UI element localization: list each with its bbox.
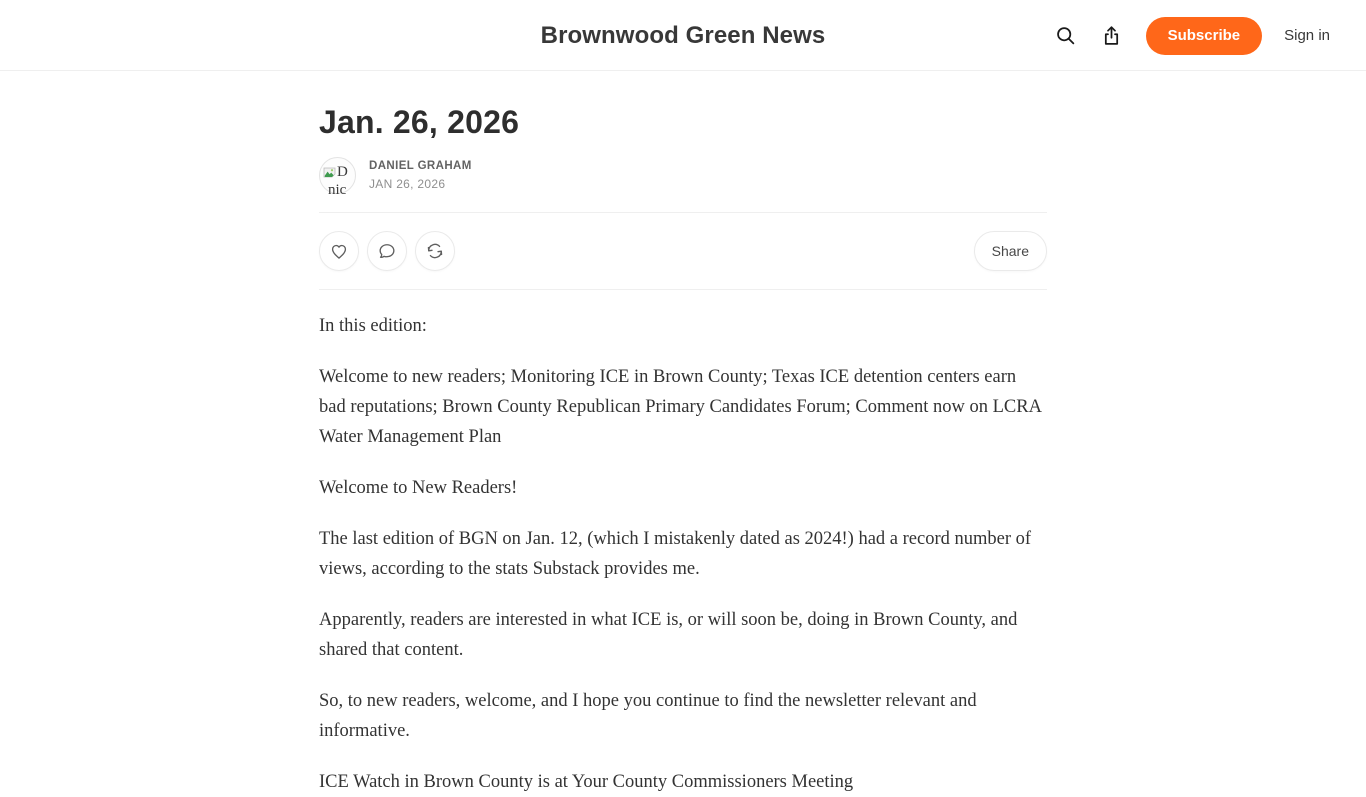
share-button[interactable]: Share: [974, 231, 1047, 271]
post-title: Jan. 26, 2026: [319, 104, 520, 140]
restack-icon: [425, 241, 445, 261]
article-paragraph: The last edition of BGN on Jan. 12, (which I mistakenly dated as 2024!) had a record number of views, according to the stats Substack provides me.: [319, 529, 1032, 579]
article-paragraph: Welcome to new readers; Monitoring ICE in Brown County; Texas ICE detention centers earn bad reputations; Brown County Republican Primary Candidates Forum; Comment now on LCRA Water Management Plan: [319, 367, 1041, 447]
article-paragraph: In this edition:: [319, 316, 427, 336]
comment-button[interactable]: [367, 231, 407, 271]
byline: [319, 157, 1047, 198]
broken-image-icon: [323, 167, 336, 178]
post-content: [319, 104, 1047, 797]
site-header: [0, 0, 1366, 71]
signin-link[interactable]: Sign in: [1284, 27, 1330, 44]
author-avatar[interactable]: [319, 157, 356, 198]
heart-icon: [329, 241, 349, 261]
article-paragraph: ICE Watch in Brown County is at Your County Commissioners Meeting: [319, 772, 854, 792]
post-action-bar: [319, 212, 1047, 290]
article-paragraph: Welcome to New Readers!: [319, 478, 518, 498]
avatar-alt-text-2: nic: [328, 182, 347, 198]
like-button[interactable]: [319, 231, 359, 271]
comment-icon: [377, 241, 397, 261]
post-date: JAN 26, 2026: [369, 177, 446, 191]
search-icon[interactable]: [1054, 24, 1078, 48]
subscribe-button[interactable]: Subscribe: [1146, 17, 1263, 55]
share-export-icon[interactable]: [1100, 24, 1124, 48]
author-name[interactable]: DANIEL GRAHAM: [369, 160, 472, 172]
article-paragraph: So, to new readers, welcome, and I hope you continue to find the newsletter relevant and informative.: [319, 691, 977, 741]
restack-button[interactable]: [415, 231, 455, 271]
article-body: [319, 290, 1047, 797]
avatar-alt-text: D: [337, 164, 348, 180]
header-controls: [1054, 0, 1330, 71]
publication-title[interactable]: Brownwood Green News: [540, 21, 826, 49]
article-paragraph: Apparently, readers are interested in what ICE is, or will soon be, doing in Brown County, and shared that content.: [319, 610, 1018, 660]
